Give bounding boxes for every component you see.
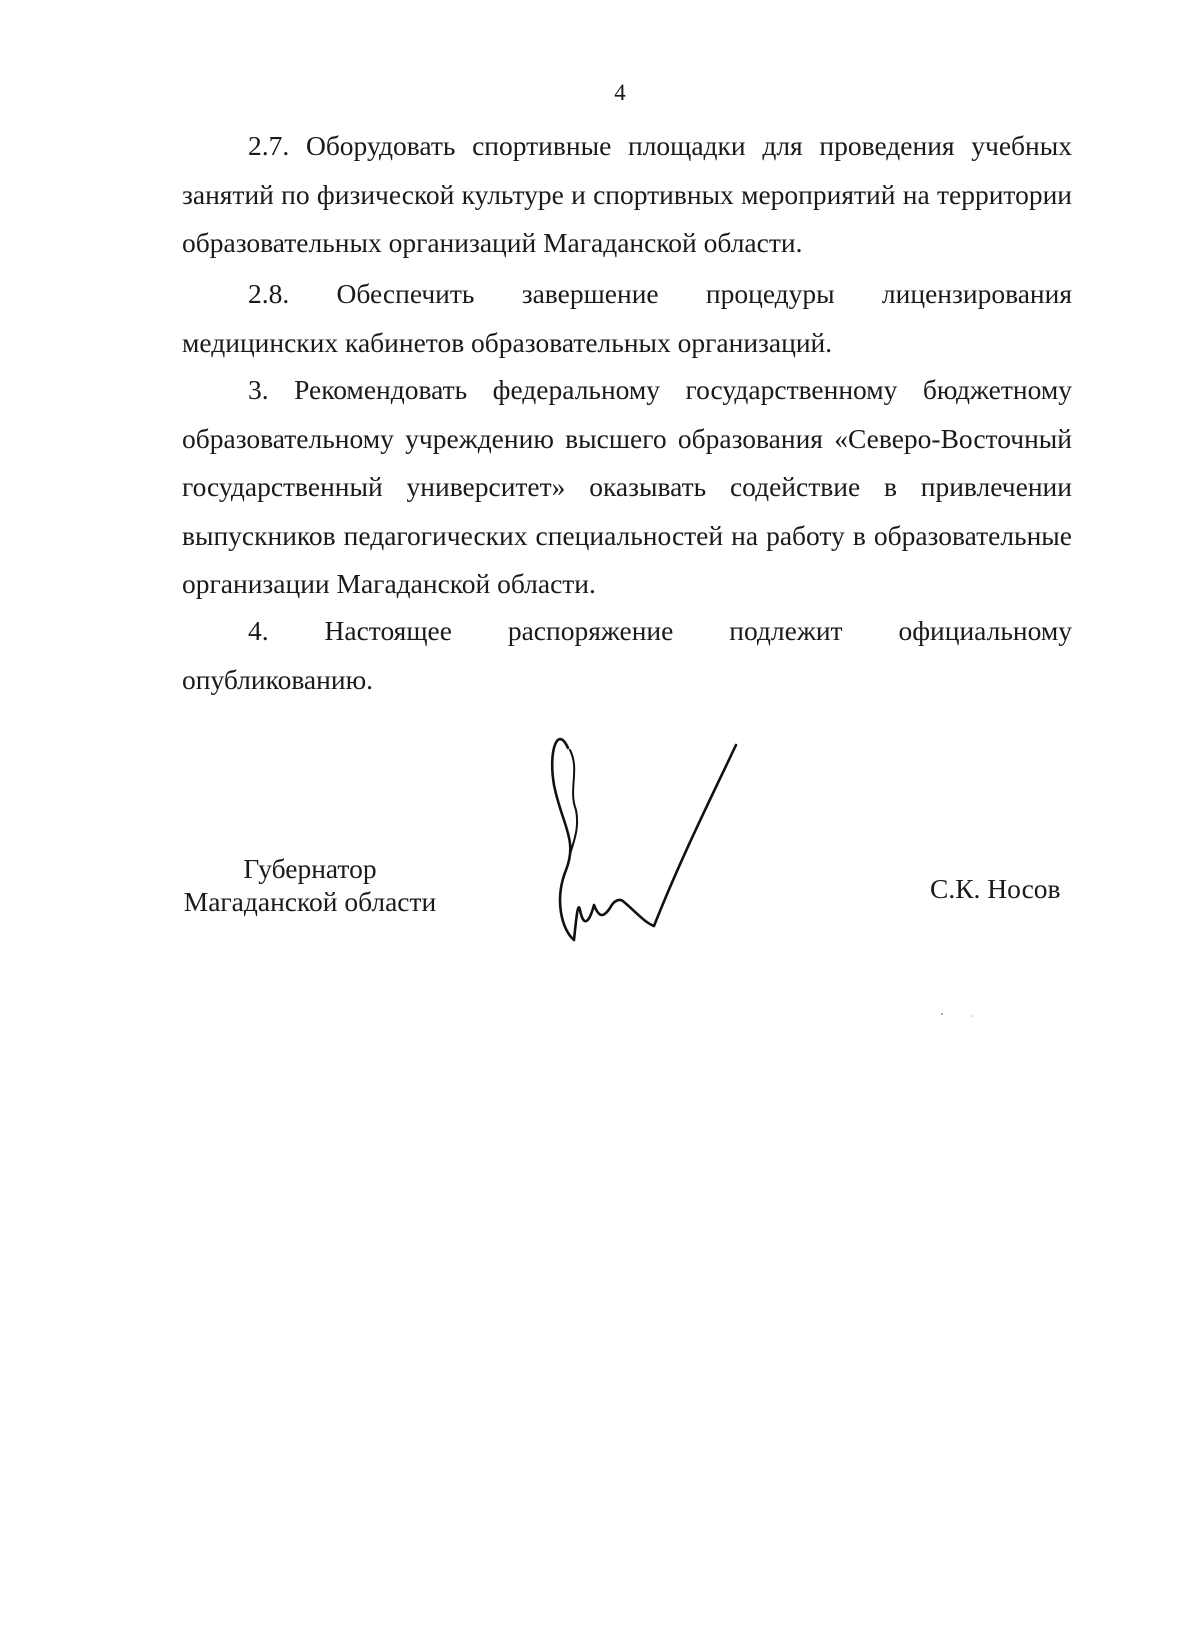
signatory-title-line2: Магаданской области [183,886,437,917]
signatory-title [180,852,440,918]
scan-specks [930,1010,990,1020]
page-number: 4 [614,80,626,105]
paragraph-4: 4. Настоящее распоряжение подлежит официальному опубликованию. [182,615,1072,695]
signer-name: С.К. Носов [930,873,1061,904]
paragraph-2-8: 2.8. Обеспечить завершение процедуры лицензирования медицинских кабинетов образовательных организаций. [182,278,1072,358]
paragraph-2-7: 2.7. Оборудовать спортивные площадки для проведения учебных занятий по физической культуре и спортивных мероприятий на территории образовательных организаций Магаданской области. [182,130,1072,258]
paragraph-3: 3. Рекомендовать федеральному государственному бюджетному образовательному учреждению высшего образования «Северо-Восточный государственный университет» оказывать содействие в привлечении выпускников педагогических специальностей на работу в образовательные организации Магаданской области. [182,374,1072,599]
handwritten-signature [540,730,790,970]
signatory-title-line1: Губернатор [243,853,377,884]
